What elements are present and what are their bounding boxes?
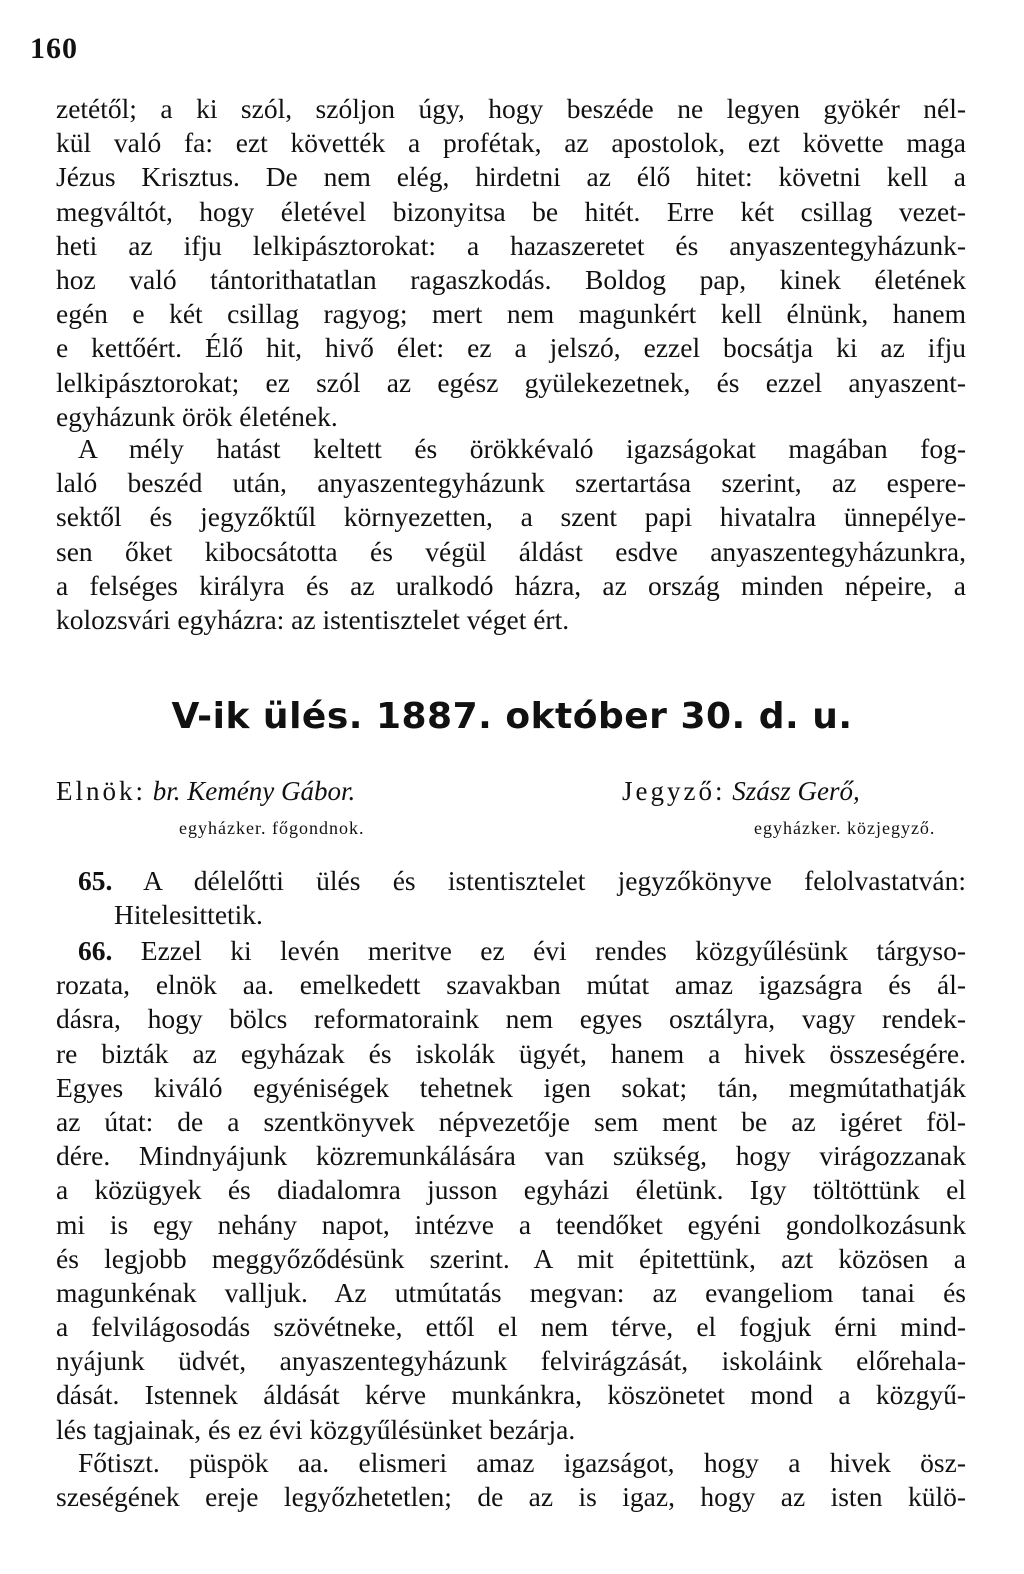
chair-block	[56, 776, 365, 838]
item-text: Ezzel ki levén meritve ez évi rendes közgyűlésünk tárgyso-	[140, 935, 967, 966]
text-line: és legjobb meggyőződésünk szerint. A mit épitettünk, azt közösen a	[56, 1242, 966, 1274]
item-number: 65.	[78, 865, 113, 896]
text-line: Egyes kiváló egyéniségek tehetnek igen sokat; tán, megmútathatják	[56, 1071, 966, 1103]
text-line: magunkénak valljuk. Az utmútatás megvan: az evangeliom tanai és	[56, 1276, 966, 1308]
secretary-label: Jegyző:	[622, 776, 726, 806]
secretary-block	[622, 776, 936, 838]
text-line: dére. Mindnyájunk közremunkálására van szükség, hogy virágozzanak	[56, 1140, 966, 1172]
text-line: hoz való tántorithatatlan ragaszkodás. Boldog pap, kinek életének	[56, 263, 966, 295]
text-line: mi is egy nehány napot, intézve a teendőket egyéni gondolkozásunk	[56, 1208, 966, 1240]
text-line: nyájunk üdvét, anyaszentegyházunk felvirágzását, iskoláink előrehala-	[56, 1345, 966, 1377]
text-line: lés tagjainak, és ez évi közgyűlésünket bezárja.	[56, 1413, 576, 1445]
text-line: kül való fa: ezt követték a profétak, az apostolok, ezt követte maga	[56, 127, 966, 159]
text-line: rozata, elnök aa. emelkedett szavakban mútat amaz igazságra és ál-	[56, 969, 966, 1001]
chair-title: egyházker. főgondnok.	[179, 818, 365, 838]
text-line: a felvilágosodás szövétneke, ettől el nem térve, el fogjuk érni mind-	[56, 1311, 966, 1343]
text-line: a közügyek és diadalomra jusson egyházi életünk. Igy töltöttünk el	[56, 1174, 966, 1206]
paragraph-continuation	[56, 92, 966, 434]
text-line: zetétől; a ki szól, szóljon úgy, hogy beszéde ne legyen gyökér nél-	[56, 93, 966, 124]
text-line: az útat: de a szentkönyvek népvezetője sem ment be az igéret föl-	[56, 1105, 966, 1137]
text-line: Főtiszt. püspök aa. elismeri amaz igazságot, hogy a hivek ösz-	[78, 1447, 966, 1478]
text-line: lelkipásztorokat; ez szól az egész gyülekezetnek, és ezzel anyaszent-	[56, 366, 966, 398]
text-line: dását. Istennek áldását kérve munkánkra, köszönetet mond a közgyű-	[56, 1379, 966, 1411]
text-line: szeségének ereje legyőzhetetlen; de az is igaz, hogy az isten külö-	[56, 1481, 966, 1513]
text-line: megváltót, hogy életével bizonyitsa be hitét. Erre két csillag vezet-	[56, 195, 966, 227]
text-line: sen őket kibocsátotta és végül áldást esdve anyaszentegyházunkra,	[56, 535, 966, 567]
text-line: Hitelesittetik.	[114, 899, 263, 931]
text-line: laló beszéd után, anyaszentegyházunk szertartása szerint, az espere-	[56, 467, 966, 499]
secretary-name: Szász Gerő,	[732, 776, 860, 806]
session-heading: V-ik ülés. 1887. október 30. d. u.	[171, 696, 853, 737]
text-line: a felséges királyra és az uralkodó házra, az ország minden népeire, a	[56, 569, 966, 601]
text-line: dásra, hogy bölcs reformatoraink nem egyes osztályra, vagy rendek-	[56, 1003, 966, 1035]
chair-name: br. Kemény Gábor.	[152, 776, 356, 806]
page-number: 160	[30, 32, 78, 65]
item-66	[56, 934, 966, 1447]
text-line: egyházunk örök életének.	[56, 400, 338, 432]
secretary-title: egyházker. közjegyző.	[754, 818, 936, 838]
item-65	[56, 864, 966, 932]
text-line: A mély hatást keltett és örökkévaló igazságokat magában fog-	[78, 433, 966, 464]
text-line: Jézus Krisztus. De nem elég, hirdetni az élő hitet: követni kell a	[56, 161, 966, 193]
text-line: re bizták az egyházak és iskolák ügyét, hanem a hivek összeségére.	[56, 1037, 966, 1069]
text-line	[56, 864, 966, 898]
text-line: kolozsvári egyházra: az istentisztelet véget ért.	[56, 603, 570, 635]
item-text: A délelőtti ülés és istentisztelet jegyzőkönyve felolvastatván:	[143, 865, 967, 896]
text-line	[56, 934, 966, 968]
chair-label: Elnök:	[56, 776, 146, 806]
text-line: e kettőért. Élő hit, hivő élet: ez a jelszó, ezzel bocsátja ki az ifju	[56, 332, 966, 364]
paragraph-bishop	[56, 1446, 966, 1514]
text-line: heti az ifju lelkipásztorokat: a hazaszeretet és anyaszentegyházunk-	[56, 229, 966, 261]
text-line: sektől és jegyzőktűl környezetten, a szent papi hivatalra ünnepélye-	[56, 501, 966, 533]
item-number: 66.	[78, 935, 113, 966]
paragraph-ceremony	[56, 432, 966, 637]
text-line: egén e két csillag ragyog; mert nem magunkért kell élnünk, hanem	[56, 298, 966, 330]
